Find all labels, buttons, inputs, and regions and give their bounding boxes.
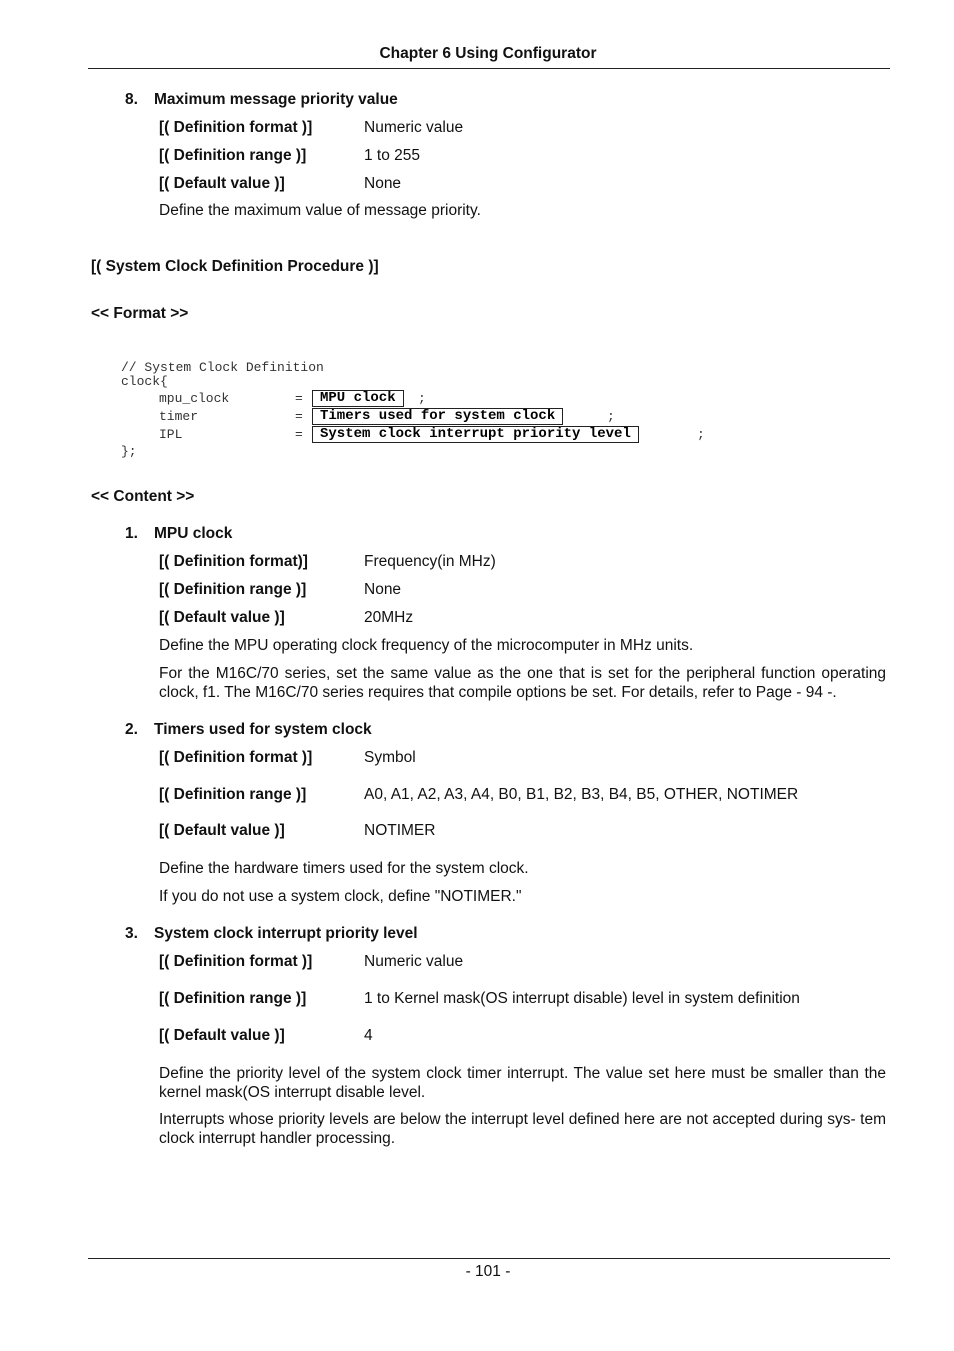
row-value: 4 [364, 1027, 373, 1044]
row-value: 1 to 255 [364, 147, 421, 164]
item-number: 8. [125, 91, 138, 108]
code-key: IPL [159, 427, 183, 442]
code-placeholder-box: System clock interrupt priority level [312, 426, 639, 443]
item-number: 2. [125, 721, 138, 738]
row-value: None [364, 175, 402, 192]
row-value: 20MHz [364, 609, 414, 626]
code-placeholder-box: Timers used for system clock [312, 408, 563, 425]
item-title: MPU clock [154, 525, 233, 542]
code-key: mpu_clock [159, 391, 230, 406]
row-label: [( Definition format )] [159, 953, 313, 970]
row-label: [( Definition format )] [159, 749, 313, 766]
code-semicolon: ; [607, 409, 615, 424]
row-value: 1 to Kernel mask(OS interrupt disable) level in system definition [364, 990, 800, 1007]
item-paragraph: Define the hardware timers used for the system clock. [159, 860, 529, 877]
code-key: timer [159, 409, 199, 424]
header-rule [88, 68, 890, 69]
row-label: [( Default value )] [159, 1027, 285, 1044]
row-label: [( Default value )] [159, 609, 285, 626]
code-close: }; [121, 444, 137, 459]
item-title: Maximum message priority value [154, 91, 398, 108]
code-open: clock{ [121, 374, 168, 389]
format-heading: << Format >> [91, 305, 189, 322]
row-value: NOTIMER [364, 822, 436, 839]
row-label: [( Definition range )] [159, 990, 307, 1007]
item-title: System clock interrupt priority level [154, 925, 418, 942]
code-semicolon: ; [418, 391, 426, 406]
row-label: [( Definition range )] [159, 581, 307, 598]
item-title: Timers used for system clock [154, 721, 372, 738]
item-number: 3. [125, 925, 138, 942]
item-description: Define the maximum value of message priority. [159, 202, 481, 219]
row-value: A0, A1, A2, A3, A4, B0, B1, B2, B3, B4, B5, OTHER, NOTIMER [364, 786, 799, 803]
item-paragraph: Define the priority level of the system clock timer interrupt. The value set here must be smaller than the kernel mask(OS interrupt disable level. [159, 1065, 886, 1101]
item-paragraph: Interrupts whose priority levels are below the interrupt level defined here are not accepted during sys- tem clock interrupt handler processing. [159, 1111, 886, 1147]
page-header-title: Chapter 6 Using Configurator [379, 45, 597, 62]
footer-rule [88, 1258, 890, 1259]
row-value: Numeric value [364, 953, 464, 970]
item-paragraph: If you do not use a system clock, define "NOTIMER." [159, 888, 522, 905]
code-placeholder-box: MPU clock [312, 390, 404, 407]
item-paragraph: For the M16C/70 series, set the same value as the one that is set for the peripheral function operating clock, f1. The M16C/70 series requires that compile options be set. For details, refer to Page - 94 -. [159, 665, 886, 701]
row-label: [( Definition format)] [159, 553, 308, 570]
code-equals: = [295, 391, 303, 406]
page-number: - 101 - [465, 1263, 511, 1280]
code-equals: = [295, 427, 303, 442]
row-label: [( Definition range )] [159, 786, 307, 803]
content-heading: << Content >> [91, 488, 195, 505]
row-value: Numeric value [364, 119, 464, 136]
row-value: None [364, 581, 402, 598]
item-number: 1. [125, 525, 138, 542]
row-value: Frequency(in MHz) [364, 553, 496, 570]
item-paragraph: Define the MPU operating clock frequency of the microcomputer in MHz units. [159, 637, 694, 654]
row-label: [( Default value )] [159, 822, 285, 839]
code-semicolon: ; [697, 427, 705, 442]
row-label: [( Default value )] [159, 175, 285, 192]
row-label: [( Definition range )] [159, 147, 307, 164]
row-label: [( Definition format )] [159, 119, 313, 136]
code-comment: // System Clock Definition [121, 360, 324, 375]
section-title: [( System Clock Definition Procedure )] [91, 258, 379, 275]
code-equals: = [295, 409, 303, 424]
row-value: Symbol [364, 749, 416, 766]
